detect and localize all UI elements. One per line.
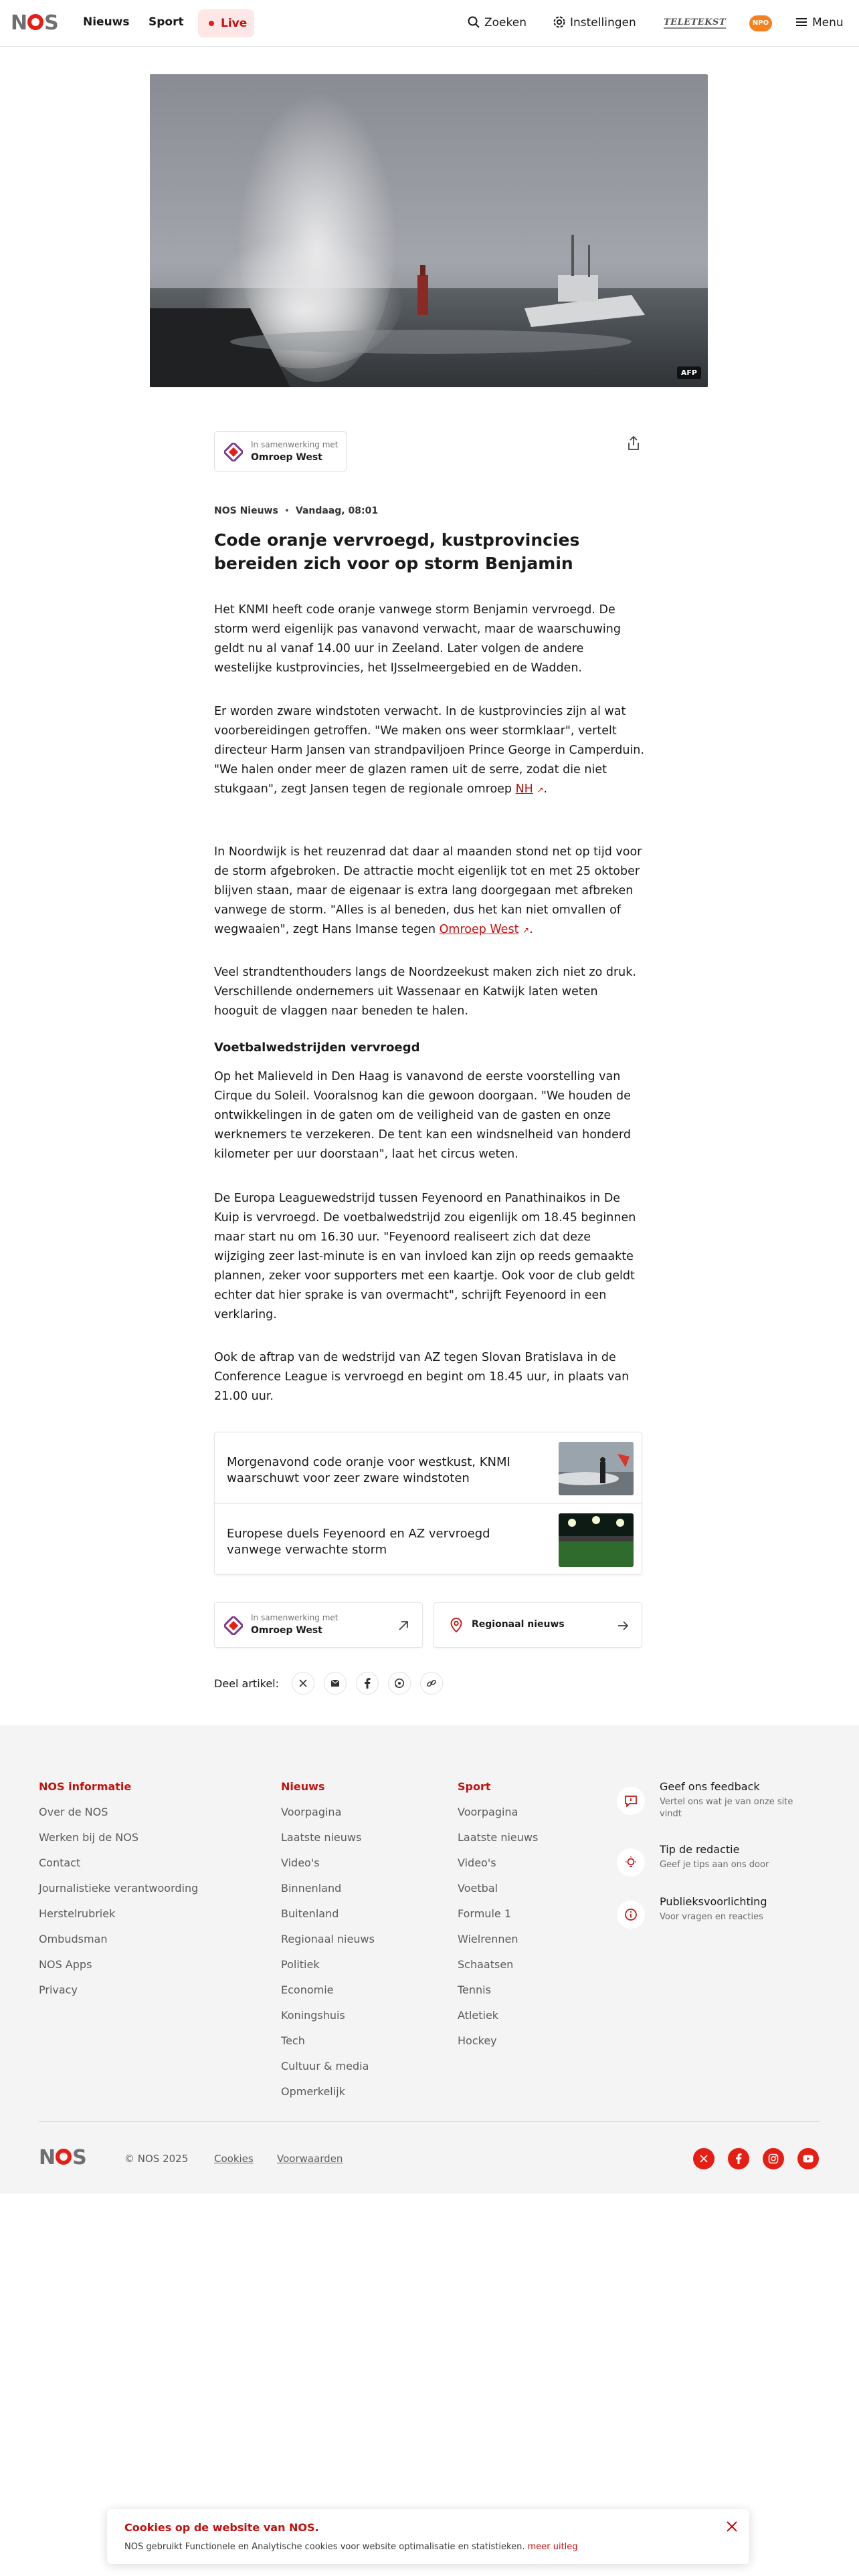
arrow-up-right-icon (397, 1619, 410, 1632)
footer-link[interactable]: Binnenland (281, 1882, 342, 1895)
info-title[interactable]: Publieksvoorlichting (660, 1895, 767, 1908)
footer-link[interactable]: NOS Apps (39, 1958, 92, 1971)
footer-link[interactable]: Ombudsman (39, 1933, 108, 1945)
footer-link[interactable]: Atletiek (458, 2009, 499, 2022)
location-pin-icon (450, 1618, 462, 1632)
article-title: Code oranje vervroegd, kustprovincies bereiden zich voor op storm Benjamin (214, 530, 580, 573)
article-paragraph: Er worden zware windstoten verwacht. In de kustprovincies zijn al wat voorbereidingen getroffen. "We maken ons weer stormklaar", vertelt directeur Harm Jansen van strandpaviljoen Prince George in Camperduin. "We halen onder meer de glazen ramen uit de serre, zodat die niet stukgaan", zegt Jansen tegen de regionale omroep NH ↗. (214, 705, 644, 796)
nav-nieuws[interactable]: Nieuws (83, 15, 130, 29)
cookie-body (124, 2542, 578, 2552)
footer-link[interactable]: Wielrennen (458, 1933, 518, 1945)
search-icon (467, 15, 480, 29)
omroep-west-logo-icon (224, 443, 243, 461)
footer-link[interactable]: Buitenland (281, 1907, 339, 1920)
collab-badge[interactable] (214, 431, 347, 471)
x-icon (298, 1679, 308, 1688)
footer-link[interactable]: Werken bij de NOS (39, 1831, 139, 1844)
paragraph-text: In Noordwijk is het reuzenrad dat daar al maanden stond net op tijd voor de storm afgebroken. De attractie mocht eigenlijk tot en met 25 oktober blijven staan, maar de eigenaar is extra lang doorgegaan met afbreken vanwege de storm. "Alles is al beneden, dus het kan niet omvallen of wegwaaien", zegt Hans Imanse tegen (214, 845, 642, 936)
info-subtitle: Voor vragen en reacties (660, 1912, 763, 1922)
nos-logo[interactable]: N S (11, 11, 58, 35)
footer-link[interactable]: Voorpagina (458, 1806, 518, 1818)
footer-link[interactable]: Tech (281, 2034, 305, 2047)
footer-link[interactable]: Regionaal nieuws (281, 1933, 375, 1945)
footer-terms-link[interactable]: Voorwaarden (277, 2153, 343, 2165)
footer-link[interactable]: Contact (39, 1856, 81, 1869)
nav-sport[interactable]: Sport (149, 15, 184, 29)
footer-link[interactable]: Journalistieke verantwoording (39, 1882, 199, 1895)
tip-button[interactable] (617, 1848, 645, 1876)
footer-nos-logo[interactable]: N S (39, 2146, 86, 2169)
site-footer (0, 1725, 859, 2193)
footer-link[interactable]: Opmerkelijk (281, 2085, 345, 2098)
article-paragraph: Op het Malieveld in Den Haag is vanavond de eerste voorstelling van Cirque du Soleil. Vooralsnog kan die gewoon doorgaan. "We houden de ontwikkelingen in de gaten om de veiligheid van de gasten en onze werknemers te verzekeren. De tent kan een windsnelheid van honderd kilometer per uur doorstaan", laat het circus weten. (214, 1070, 631, 1161)
share-email-button[interactable] (324, 1672, 347, 1695)
cookie-more-link[interactable]: meer uitleg (527, 2542, 578, 2552)
x-icon (699, 2154, 708, 2163)
close-icon[interactable] (724, 2518, 740, 2535)
teletekst-link[interactable]: TELETEKST (664, 17, 727, 27)
facebook-icon (735, 2153, 742, 2164)
article-paragraph: In Noordwijk is het reuzenrad dat daar al maanden stond net op tijd voor de storm afgebroken. De attractie mocht eigenlijk tot en met 25 oktober blijven staan, maar de eigenaar is extra lang doorgegaan met afbreken vanwege de storm. "Alles is al beneden, dus het kan niet omvallen of wegwaaien", zegt Hans Imanse tegen Omroep West ↗. (214, 845, 642, 936)
footer-cookies-link[interactable]: Cookies (214, 2153, 254, 2165)
footer-heading-sport: Sport (458, 1780, 491, 1793)
share-label: Deel artikel: (214, 1677, 280, 1690)
footer-divider (39, 2121, 820, 2122)
footer-link[interactable]: Video's (458, 1856, 496, 1869)
footer-link[interactable]: Herstelrubriek (39, 1907, 116, 1920)
lightbulb-icon (624, 1856, 638, 1869)
live-button[interactable]: Live (198, 9, 254, 37)
paragraph-text: Er worden zware windstoten verwacht. In de kustprovincies zijn al wat voorbereidingen getroffen. "We maken ons weer stormklaar", vertelt directeur Harm Jansen van strandpaviljoen Prince George in Camperduin. "We halen onder meer de glazen ramen uit de serre, zodat die niet stukgaan", zegt Jansen tegen de regionale omroep (214, 705, 644, 796)
article-paragraph: Het KNMI heeft code oranje vanwege storm Benjamin vervroegd. De storm werd eigenlijk pas vanavond verwacht, maar de waarschuwing geldt nu al vanaf 14.00 uur in Zeeland. Later volgen de andere westelijke kustprovincies, het IJsselmeergebied en de Wadden. (214, 603, 621, 675)
share-x-button[interactable] (292, 1672, 314, 1695)
storm-sea-image (150, 74, 708, 387)
social-instagram-button[interactable] (763, 2148, 784, 2169)
share-copy-link-button[interactable] (420, 1672, 443, 1695)
related-title: Morgenavond code oranje voor westkust, KNMI waarschuwt voor zeer zware windstoten (227, 1455, 510, 1485)
tip-title[interactable]: Tip de redactie (660, 1843, 740, 1856)
collab-label: In samenwerking met (251, 440, 339, 449)
whatsapp-icon (394, 1678, 405, 1689)
info-button[interactable] (617, 1901, 645, 1929)
footer-link[interactable]: Formule 1 (458, 1907, 511, 1920)
footer-link[interactable]: Voetbal (458, 1882, 498, 1895)
image-credit: AFP (677, 366, 701, 379)
hamburger-icon (795, 15, 808, 29)
npo-logo[interactable]: NPO (749, 15, 772, 31)
related-item[interactable] (215, 1504, 642, 1575)
menu-label: Menu (812, 16, 844, 29)
article-paragraph: Veel strandtenthouders langs de Noordzeekust maken zich niet zo druk. Verschillende ondernemers uit Wassenaar en Katwijk laten weten hooguit de vlaggen naar beneden te halen. (214, 966, 636, 1018)
external-link-icon: ↗ (537, 785, 544, 794)
social-facebook-button[interactable] (728, 2148, 749, 2169)
footer-link[interactable]: Privacy (39, 1983, 78, 1996)
tip-subtitle: Geef je tips aan ons door (660, 1860, 769, 1870)
feedback-title[interactable]: Geef ons feedback (660, 1780, 760, 1793)
footer-link[interactable]: Voorpagina (281, 1806, 342, 1818)
related-thumbnail (559, 1442, 634, 1495)
collab-partner: Omroep West (251, 452, 322, 463)
copyright: © NOS 2025 (124, 2153, 189, 2165)
feedback-button[interactable] (617, 1787, 645, 1815)
footer-link[interactable]: Tennis (458, 1983, 491, 1996)
footer-link[interactable]: Hockey (458, 2034, 497, 2047)
share-facebook-button[interactable] (356, 1672, 379, 1695)
chat-bubble-icon (624, 1795, 638, 1807)
footer-link[interactable]: Laatste nieuws (281, 1831, 362, 1844)
omroep-west-link[interactable]: Omroep West (439, 923, 519, 936)
search-button[interactable] (467, 15, 527, 29)
article-time: Vandaag, 08:01 (295, 506, 379, 516)
omroep-west-logo-icon (224, 1616, 243, 1635)
omroep-west-card[interactable] (214, 1602, 423, 1648)
article-source: NOS Nieuws (214, 506, 278, 516)
regional-news-card[interactable] (434, 1602, 642, 1648)
instagram-icon (768, 2153, 779, 2164)
share-icon[interactable] (622, 432, 645, 455)
related-thumbnail (559, 1513, 634, 1567)
nh-link[interactable]: NH (515, 782, 533, 796)
footer-link[interactable]: Video's (281, 1856, 320, 1869)
footer-link[interactable]: Politiek (281, 1958, 320, 1971)
facebook-icon (364, 1678, 371, 1689)
footer-link[interactable]: Cultuur & media (281, 2060, 369, 2072)
cookie-title: Cookies op de website van NOS. (124, 2521, 319, 2534)
footer-heading-nos-informatie: NOS informatie (39, 1780, 132, 1793)
arrow-right-icon (616, 1619, 630, 1632)
hero-image (150, 74, 708, 387)
social-youtube-button[interactable] (797, 2148, 819, 2169)
info-icon (624, 1908, 638, 1921)
settings-button[interactable] (553, 15, 636, 29)
site-header (0, 0, 859, 47)
external-link-icon: ↗ (522, 926, 530, 935)
article-paragraph: Ook de aftrap van de wedstrijd van AZ tegen Slovan Bratislava in de Conference League is vervroegd en begint om 18.45 uur, in plaats van 21.00 uur. (214, 1351, 630, 1403)
feedback-subtitle: Vertel ons wat je van onze site vindt (660, 1797, 793, 1819)
cookie-banner (107, 2509, 749, 2564)
collab-label: In samenwerking met (251, 1613, 339, 1622)
email-icon (330, 1679, 340, 1687)
youtube-icon (803, 2155, 814, 2163)
footer-link[interactable]: Schaatsen (458, 1958, 514, 1971)
related-item[interactable] (215, 1432, 642, 1503)
footer-link[interactable]: Economie (281, 1983, 334, 1996)
collab-partner: Omroep West (251, 1625, 322, 1636)
link-icon (426, 1678, 437, 1689)
menu-button[interactable] (795, 15, 844, 29)
footer-link[interactable]: Laatste nieuws (458, 1831, 539, 1844)
related-articles (214, 1432, 642, 1575)
settings-label: Instellingen (570, 16, 636, 29)
search-label: Zoeken (484, 16, 527, 29)
share-whatsapp-button[interactable] (388, 1672, 411, 1695)
footer-heading-nieuws: Nieuws (281, 1780, 325, 1793)
article-subheading: Voetbalwedstrijden vervroegd (214, 1041, 420, 1055)
footer-link[interactable]: Over de NOS (39, 1806, 108, 1818)
cookie-text: NOS gebruikt Functionele en Analytische cookies voor website optimalisatie en statistieken. (124, 2542, 525, 2552)
footer-link[interactable]: Koningshuis (281, 2009, 345, 2022)
regional-news-label: Regionaal nieuws (472, 1619, 565, 1630)
gear-icon (553, 15, 566, 29)
social-x-button[interactable] (693, 2148, 714, 2169)
article-paragraph: De Europa Leaguewedstrijd tussen Feyenoord en Panathinaikos in De Kuip is vervroegd. De voetbalwedstrijd zou eigenlijk om 18.45 beginnen maar start nu om 16.30 uur. "Feyenoord realiseert zich dat deze wijziging zeer last-minute is en van invloed kan zijn op reeds gemaakte plannen, zeker voor supporters met een kaartje. Ook voor de club geldt echter dat hier sprake is van overmacht", schrijft Feyenoord in een verklaring. (214, 1192, 636, 1321)
article-meta: NOS Nieuws • Vandaag, 08:01 (214, 506, 379, 516)
related-title: Europese duels Feyenoord en AZ vervroegd vanwege verwachte storm (227, 1527, 490, 1557)
